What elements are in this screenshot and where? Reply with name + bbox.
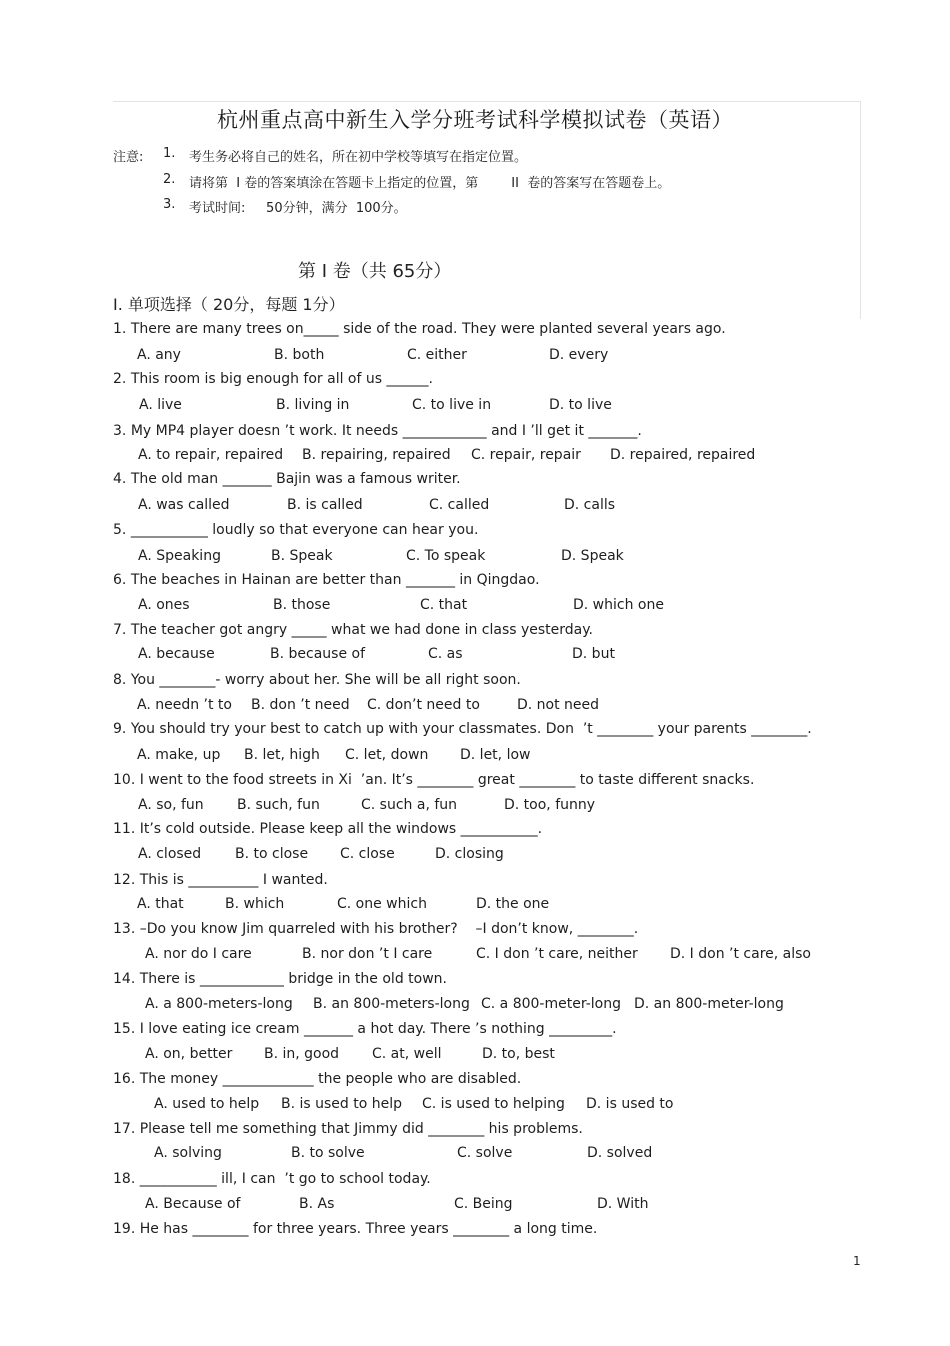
question-stem: This room is big enough for all of us ______. xyxy=(130,371,433,387)
question-stem: He has ________ for three years. Three years ________ a long time. xyxy=(139,1221,598,1237)
question-number: 1. xyxy=(113,321,127,337)
answer-option: D. solved xyxy=(587,1145,653,1161)
answer-option: B. nor don ’t I care xyxy=(302,946,433,962)
question-text xyxy=(113,821,542,837)
answer-option: A. was called xyxy=(138,497,230,513)
question-stem: My MP4 player doesn ’t work. It needs ____________ and I ’ll get it _______. xyxy=(130,423,642,439)
answer-option: D. to, best xyxy=(482,1046,555,1062)
question-text xyxy=(113,1021,617,1037)
question-text xyxy=(113,1171,431,1187)
question-number: 3. xyxy=(113,423,127,439)
answer-option: C. called xyxy=(429,497,490,513)
question-text xyxy=(113,772,754,788)
answer-option: B. is called xyxy=(287,497,363,513)
question-number: 11. xyxy=(113,821,136,837)
answer-option: A. that xyxy=(137,896,184,912)
question-stem: ___________ ill, I can ’t go to school today. xyxy=(139,1171,431,1187)
question-stem: The teacher got angry _____ what we had done in class yesterday. xyxy=(130,622,594,638)
question-number: 19. xyxy=(113,1221,136,1237)
page-title: 杭州重点高中新生入学分班考试科学模拟试卷（英语） xyxy=(217,108,733,132)
question-stem: It’s cold outside. Please keep all the windows ___________. xyxy=(139,821,543,837)
answer-option: A. on, better xyxy=(145,1046,233,1062)
question-stem: There are many trees on_____ side of the road. They were planted several years ago. xyxy=(130,321,726,337)
answer-option: A. used to help xyxy=(154,1096,260,1112)
answer-option: A. make, up xyxy=(137,747,221,763)
answer-option: C. close xyxy=(340,846,395,862)
answer-option: C. to live in xyxy=(412,397,492,413)
answer-option: C. a 800-meter-long xyxy=(481,996,621,1012)
question-text xyxy=(113,872,328,888)
question-stem: This is __________ I wanted. xyxy=(139,872,328,888)
answer-option: A. closed xyxy=(138,846,202,862)
question-number: 15. xyxy=(113,1021,136,1037)
answer-option: C. solve xyxy=(457,1145,513,1161)
question-number: 17. xyxy=(113,1121,136,1137)
answer-option: B. to solve xyxy=(291,1145,365,1161)
question-number: 8. xyxy=(113,672,127,688)
answer-option: D. Speak xyxy=(561,548,624,564)
question-text xyxy=(113,471,461,487)
answer-option: D. With xyxy=(597,1196,649,1212)
answer-option: C. repair, repair xyxy=(471,447,581,463)
answer-option: B. both xyxy=(274,347,325,363)
question-number: 12. xyxy=(113,872,136,888)
answer-option: B. which xyxy=(225,896,285,912)
question-stem: Please tell me something that Jimmy did ________ his problems. xyxy=(139,1121,583,1137)
question-text xyxy=(113,321,726,337)
question-text xyxy=(113,1121,583,1137)
answer-option: C. either xyxy=(407,347,467,363)
answer-option: A. Speaking xyxy=(138,548,221,564)
answer-option: B. living in xyxy=(276,397,350,413)
answer-option: C. that xyxy=(420,597,468,613)
question-number: 9. xyxy=(113,721,127,737)
answer-option: C. I don ’t care, neither xyxy=(476,946,638,962)
answer-option: B. those xyxy=(273,597,331,613)
part-heading: I. 单项选择（ 20分，每题 1分） xyxy=(113,295,345,314)
page-number: 1 xyxy=(853,1254,861,1268)
answer-option: B. to close xyxy=(235,846,309,862)
answer-option: C. don’t need to xyxy=(367,697,480,713)
note-number: 2. xyxy=(163,172,176,187)
answer-option: A. solving xyxy=(154,1145,222,1161)
question-stem: The old man _______ Bajin was a famous writer. xyxy=(130,471,461,487)
question-stem: You should try your best to catch up with your classmates. Don ’t ________ your parents ________. xyxy=(130,721,812,737)
note-text: 考试时间: 50分钟，满分 100分。 xyxy=(189,201,407,216)
question-stem: I went to the food streets in Xi ’an. It’s ________ great ________ to taste different snacks. xyxy=(139,772,755,788)
answer-option: A. so, fun xyxy=(138,797,204,813)
answer-option: D. let, low xyxy=(460,747,531,763)
note-number: 3. xyxy=(163,197,176,212)
question-number: 4. xyxy=(113,471,127,487)
question-text xyxy=(113,1071,521,1087)
answer-option: D. the one xyxy=(476,896,550,912)
answer-option: D. which one xyxy=(573,597,664,613)
answer-option: D. I don ’t care, also xyxy=(670,946,811,962)
question-number: 13. xyxy=(113,921,136,937)
question-stem: The beaches in Hainan are better than _______ in Qingdao. xyxy=(130,572,540,588)
question-number: 10. xyxy=(113,772,136,788)
question-number: 14. xyxy=(113,971,136,987)
answer-option: C. let, down xyxy=(345,747,429,763)
answer-option: B. let, high xyxy=(244,747,320,763)
answer-option: D. repaired, repaired xyxy=(610,447,756,463)
note-text: 请将第 I 卷的答案填涂在答题卡上指定的位置，第 II 卷的答案写在答题卷上。 xyxy=(189,176,671,191)
answer-option: A. live xyxy=(139,397,182,413)
question-text xyxy=(113,572,540,588)
answer-option: D. closing xyxy=(435,846,504,862)
answer-option: A. to repair, repaired xyxy=(138,447,284,463)
answer-option: D. calls xyxy=(564,497,616,513)
question-text xyxy=(113,921,638,937)
question-number: 18. xyxy=(113,1171,136,1187)
question-text xyxy=(113,423,642,439)
question-stem: ___________ loudly so that everyone can hear you. xyxy=(130,522,479,538)
answer-option: B. in, good xyxy=(264,1046,340,1062)
answer-option: B. Speak xyxy=(271,548,333,564)
answer-option: B. such, fun xyxy=(237,797,320,813)
answer-option: D. every xyxy=(549,347,609,363)
answer-option: A. ones xyxy=(138,597,190,613)
answer-option: B. is used to help xyxy=(281,1096,403,1112)
question-number: 2. xyxy=(113,371,127,387)
question-number: 6. xyxy=(113,572,127,588)
answer-option: A. because xyxy=(138,646,215,662)
answer-option: D. to live xyxy=(549,397,612,413)
answer-option: B. As xyxy=(299,1196,335,1212)
answer-option: A. any xyxy=(137,347,181,363)
question-text xyxy=(113,672,521,688)
answer-option: A. needn ’t to xyxy=(137,697,232,713)
answer-option: C. as xyxy=(428,646,463,662)
question-number: 16. xyxy=(113,1071,136,1087)
notes-label: 注意: xyxy=(113,150,144,165)
answer-option: D. but xyxy=(572,646,615,662)
answer-option: D. is used to xyxy=(586,1096,674,1112)
answer-option: D. too, funny xyxy=(504,797,596,813)
question-number: 7. xyxy=(113,622,127,638)
note-number: 1. xyxy=(163,146,176,161)
question-text xyxy=(113,371,433,387)
answer-option: A. nor do I care xyxy=(145,946,252,962)
answer-option: D. not need xyxy=(517,697,600,713)
question-text xyxy=(113,622,593,638)
answer-option: B. repairing, repaired xyxy=(302,447,451,463)
question-text xyxy=(113,971,447,987)
answer-option: C. one which xyxy=(337,896,427,912)
section-heading: 第 I 卷（共 65分） xyxy=(298,261,452,282)
answer-option: C. such a, fun xyxy=(361,797,458,813)
answer-option: C. at, well xyxy=(372,1046,442,1062)
question-stem: I love eating ice cream _______ a hot day. There ’s nothing _________. xyxy=(139,1021,617,1037)
answer-option: A. a 800-meters-long xyxy=(145,996,293,1012)
question-stem: You ________- worry about her. She will be all right soon. xyxy=(130,672,521,688)
answer-option: C. To speak xyxy=(406,548,486,564)
answer-option: D. an 800-meter-long xyxy=(634,996,784,1012)
answer-option: C. is used to helping xyxy=(422,1096,565,1112)
answer-option: B. because of xyxy=(270,646,366,662)
answer-option: C. Being xyxy=(454,1196,513,1212)
question-text xyxy=(113,721,812,737)
answer-option: B. an 800-meters-long xyxy=(313,996,470,1012)
answer-option: B. don ’t need xyxy=(251,697,350,713)
question-number: 5. xyxy=(113,522,127,538)
question-text xyxy=(113,1221,597,1237)
answer-option: A. Because of xyxy=(145,1196,241,1212)
question-stem: –Do you know Jim quarreled with his brother? –I don’t know, ________. xyxy=(139,921,639,937)
question-stem: The money _____________ the people who are disabled. xyxy=(139,1071,522,1087)
page-frame-top-rule xyxy=(113,101,860,102)
question-text xyxy=(113,522,478,538)
question-stem: There is ____________ bridge in the old town. xyxy=(139,971,447,987)
note-text: 考生务必将自己的姓名，所在初中学校等填写在指定位置。 xyxy=(189,150,528,165)
